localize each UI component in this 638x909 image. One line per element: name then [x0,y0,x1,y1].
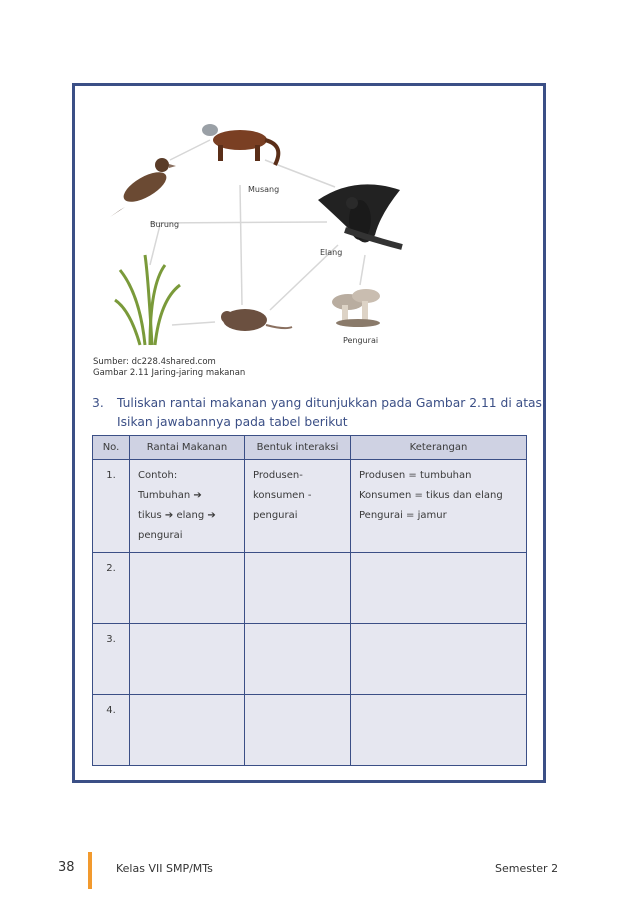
cell-rantai[interactable] [130,624,245,695]
cell-no: 4. [93,695,130,766]
table-header-row [93,436,527,460]
header-rantai: Rantai Makanan [130,436,245,460]
bird-image [110,158,176,217]
cell-rantai[interactable] [130,695,245,766]
question-line-1: Tuliskan rantai makanan yang ditunjukkan pada Gambar 2.11 di atas. [117,396,546,410]
food-web-illustration [90,115,430,347]
cell-interaksi[interactable] [245,553,351,624]
figure-caption: Gambar 2.11 Jaring-jaring makanan [93,368,246,378]
cell-keterangan[interactable] [351,624,527,695]
cell-rantai[interactable] [130,553,245,624]
cell-keterangan[interactable] [351,553,527,624]
mushroom-image [332,289,380,327]
cell-keterangan[interactable] [351,695,527,766]
cell-keterangan [351,460,527,553]
table-row [93,553,527,624]
footer-semester: Semester 2 [495,862,559,875]
cell-interaksi[interactable] [245,624,351,695]
cell-rantai [130,460,245,553]
rat-image [221,309,292,331]
table-row [93,624,527,695]
text-line: tikus ➔ elang ➔ [138,510,216,521]
civet-image [202,124,278,165]
answer-table [92,435,527,766]
footer-book-title: Kelas VII SMP/MTs [116,862,213,875]
label-musang: Musang [248,185,280,194]
table-row [93,460,527,553]
question-number: 3. [92,396,104,410]
text-line: pengurai [253,510,298,521]
text-line: Konsumen = tikus dan elang [359,490,503,501]
question-line-2: Isikan jawabannya pada tabel berikut [117,415,348,429]
text-line: Contoh: [138,470,178,481]
label-elang: Elang [320,248,343,257]
page-number: 38 [58,860,75,875]
text-line: konsumen - [253,490,312,501]
eagle-image [318,184,402,247]
grass-image [115,255,180,345]
figure-source: Sumber: dc228.4shared.com [93,357,216,367]
cell-no: 3. [93,624,130,695]
header-interaksi: Bentuk interaksi [245,436,351,460]
text-line: pengurai [138,530,183,541]
label-pengurai: Pengurai [343,336,379,345]
header-keterangan: Keterangan [351,436,527,460]
cell-interaksi[interactable] [245,695,351,766]
cell-no: 2. [93,553,130,624]
text-line: Produsen- [253,470,303,481]
text-line: Produsen = tumbuhan [359,470,472,481]
text-line: Tumbuhan ➔ [138,490,202,501]
label-burung: Burung [150,220,180,229]
header-no: No. [93,436,130,460]
food-web-arrows [150,140,365,325]
table-row [93,695,527,766]
footer-accent-bar [88,852,92,889]
cell-no: 1. [93,460,130,553]
cell-interaksi [245,460,351,553]
text-line: Pengurai = jamur [359,510,447,521]
